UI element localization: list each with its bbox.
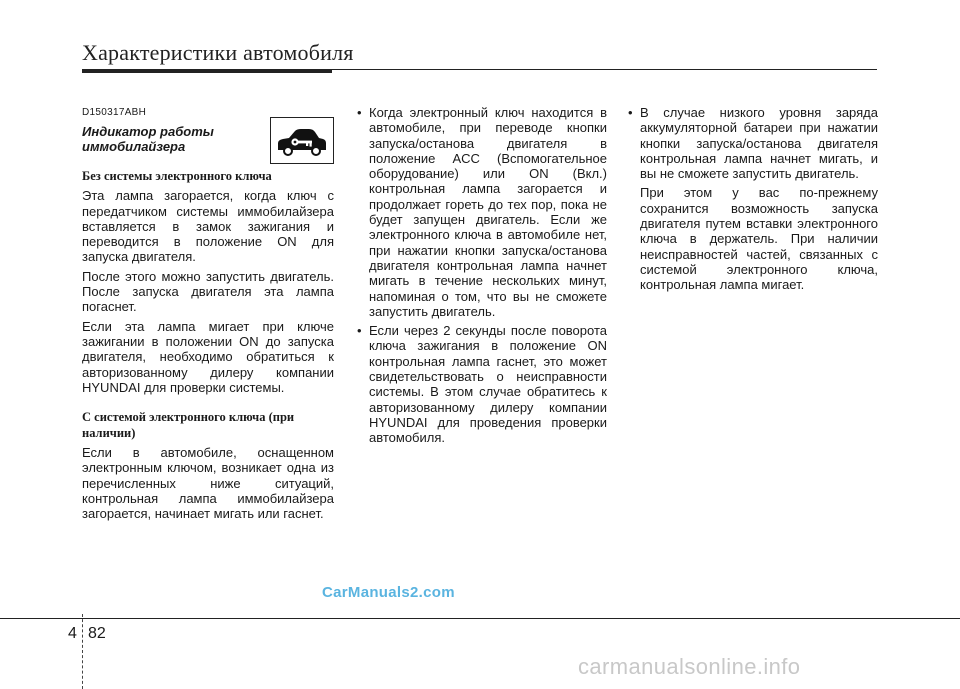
indicator-title: Индикатор работы иммобилайзера — [82, 124, 214, 155]
paragraph: После этого можно запустить двигатель. После запуска двигателя эта лампа погаснет. — [82, 268, 334, 315]
paragraph: Если в автомобиле, оснащенном электронным ключом, возникает одна из перечисленных ниже ситуаций, контрольная лампа иммобилайзера загорается, начинает мигать или гаснет. — [82, 445, 334, 522]
site-watermark: carmanualsonline.info — [578, 654, 801, 679]
column-left — [82, 105, 334, 526]
page-header-title: Характеристики автомобиля — [82, 40, 354, 65]
paragraph: Эта лампа загорается, когда ключ с передатчиком системы иммобилайзера вставляется в замок зажигания и переводится в положение ON для запуска двигателя. — [82, 188, 334, 265]
page-number-divider — [82, 614, 83, 689]
bullet-item: • Когда электронный ключ находится в автомобиле, при переводе кнопки запуска/останова двигателя в положение ACC (Вспомогательное оборудование) или ON (Вкл.) контрольная лампа загорается и продолжает гореть до тех пор, пока не будет запущен двигатель. Если же электронного ключа в автомобиле нет, при нажатии кнопки запуска/останова двигателя контрольная лампа начнет мигать в течение нескольких минут, напоминая о том, что вы не сможете запустить двигатель. — [357, 105, 607, 319]
bullet-continuation: При этом у вас по-прежнему сохранится возможность запуска двигателя путем вставки электронного ключа в держатель. При наличии неисправностей частей, связанных с системой электронного ключа, контрольная лампа мигает. — [640, 185, 878, 293]
column-middle — [357, 105, 607, 450]
indicator-header — [82, 124, 334, 158]
section-code: D150317ABH — [82, 107, 147, 118]
section-number: 4 — [68, 625, 77, 642]
heading-no-smart-key: Без системы электронного ключа — [82, 169, 272, 184]
page-number: 82 — [88, 625, 106, 642]
immobilizer-car-key-icon — [270, 117, 334, 164]
bullet-item: • Если через 2 секунды после поворота ключа зажигания в положение ON контрольная лампа гаснет, это может свидетельствовать о неисправности системы. В этом случае обратитесь к авторизованному дилеру компании HYUNDAI для проведения проверки автомобиля. — [357, 323, 607, 445]
paragraph: Если эта лампа мигает при ключе зажигании в положении ON до запуска двигателя, необходимо обратиться к авторизованному дилеру компании HYUNDAI для проверки системы. — [82, 318, 334, 395]
bullet-list — [357, 105, 607, 446]
watermark-logo: CarManuals2.com — [322, 584, 455, 601]
bullet-item: • В случае низкого уровня заряда аккумуляторной батареи при нажатии кнопки запуска/останова двигателя контрольная лампа начнет мигать, и вы не сможете запустить двигатель. — [628, 105, 878, 181]
header-rule-accent — [82, 69, 332, 73]
column-right — [628, 105, 878, 293]
bullet-list — [628, 105, 878, 181]
heading-smart-key: С системой электронного ключа (при наличии) — [82, 410, 295, 441]
footer-rule — [0, 618, 960, 619]
